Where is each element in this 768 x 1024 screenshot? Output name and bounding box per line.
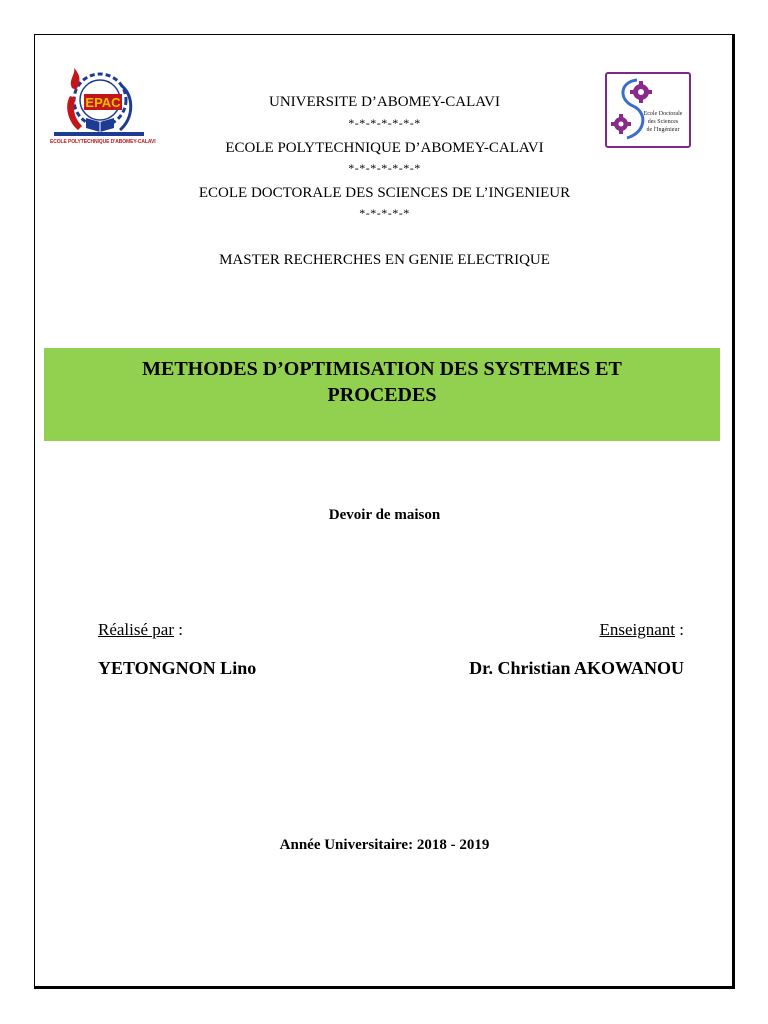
document-title xyxy=(44,356,720,408)
program-name: MASTER RECHERCHES EN GENIE ELECTRIQUE xyxy=(219,252,550,268)
epac-caption: ECOLE POLYTECHNIQUE D'ABOMEY-CALAVI xyxy=(50,139,156,145)
teacher-label xyxy=(599,620,684,640)
separator-3: *-*-*-*-* xyxy=(359,206,410,220)
separator-2: *-*-*-*-*-*-* xyxy=(348,161,421,175)
author-label-colon: : xyxy=(174,620,183,639)
school-name: ECOLE POLYTECHNIQUE D’ABOMEY-CALAVI xyxy=(225,140,544,156)
title-banner xyxy=(44,348,720,441)
logo-line-2: des Sciences xyxy=(647,119,679,125)
title-line-1: METHODES D’OPTIMISATION DES SYSTEMES ET xyxy=(142,358,622,380)
university-name: UNIVERSITE D’ABOMEY-CALAVI xyxy=(269,94,500,110)
doctoral-school-name: ECOLE DOCTORALE DES SCIENCES DE L’INGENIEUR xyxy=(198,185,571,201)
epac-logo-text: EPAC xyxy=(85,95,121,110)
teacher-label-colon: : xyxy=(675,620,684,639)
logo-line-3: de l'Ingénieur xyxy=(646,127,680,133)
title-line-2: PROCEDES xyxy=(327,384,437,406)
document-subtitle: Devoir de maison xyxy=(328,507,441,523)
author-name: YETONGNON Lino xyxy=(98,658,257,678)
author-label-text: Réalisé par xyxy=(98,620,174,639)
separator-1: *-*-*-*-*-*-* xyxy=(348,116,421,130)
teacher-name: Dr. Christian AKOWANOU xyxy=(469,658,684,678)
author-label xyxy=(98,620,183,640)
teacher-label-text: Enseignant xyxy=(599,620,676,639)
logo-line-1: Ecole Doctorale xyxy=(643,111,683,117)
academic-year: Année Universitaire: 2018 - 2019 xyxy=(279,837,490,853)
